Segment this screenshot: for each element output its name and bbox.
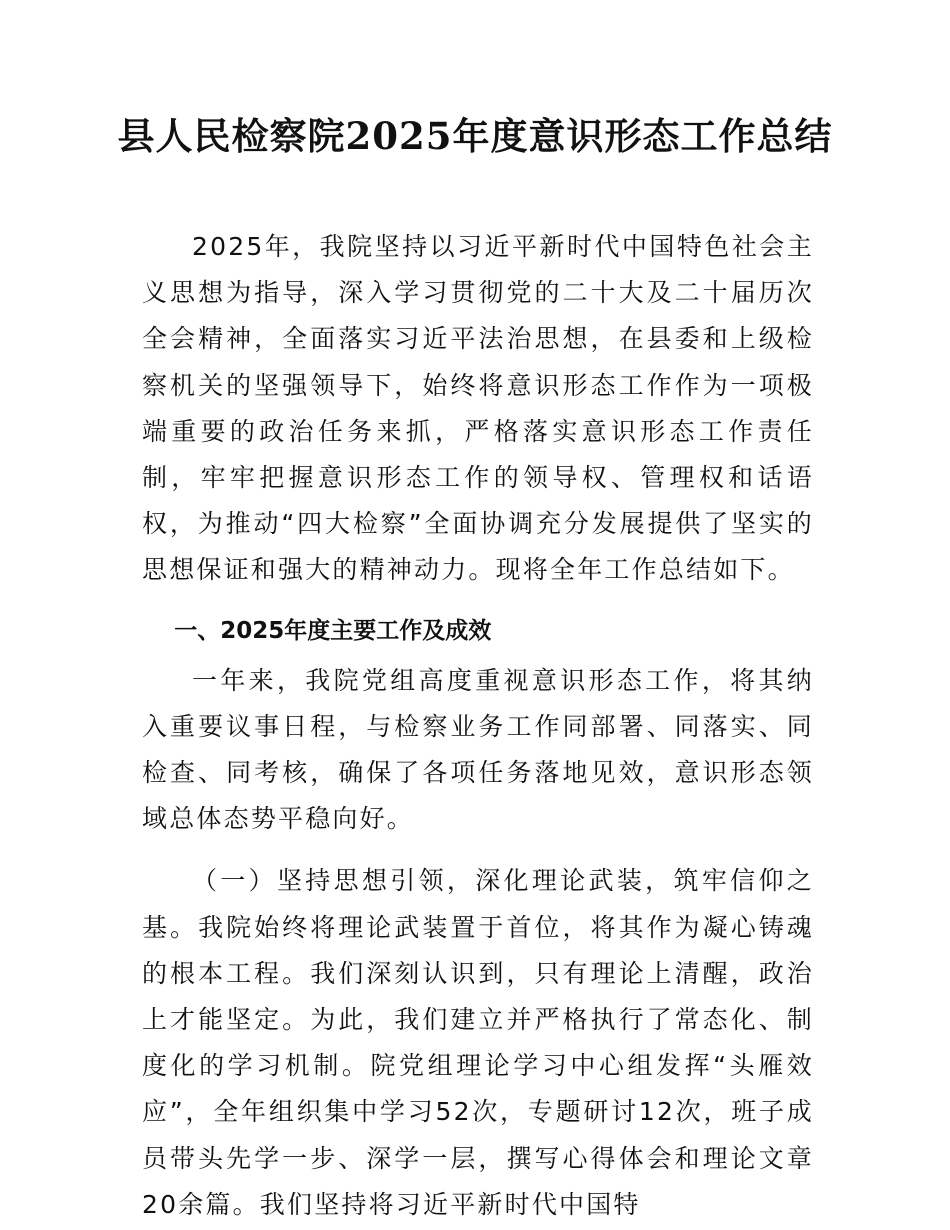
document-body — [142, 224, 814, 1228]
subsection-paragraph: （一）坚持思想引领，深化理论武装，筑牢信仰之基。我院始终将理论武装置于首位，将其作为凝心铸魂的根本工程。我们深刻认识到，只有理论上清醒，政治上才能坚定。为此，我们建立并严格执行了常态化、制度化的学习机制。院党组理论学习中心组发挥“头雁效应”，全年组织集中学习52次，专题研讨12次，班子成员带头先学一步、深学一层，撰写心得体会和理论文章20余篇。我们坚持将习近平新时代中国特 — [142, 866, 814, 1219]
section-intro-paragraph: 一年来，我院党组高度重视意识形态工作，将其纳入重要议事日程，与检察业务工作同部署、同落实、同检查、同考核，确保了各项任务落地见效，意识形态领域总体态势平稳向好。 — [142, 665, 814, 834]
section-heading: 一、2025年度主要工作及成效 — [174, 617, 492, 644]
intro-paragraph: 2025年，我院坚持以习近平新时代中国特色社会主义思想为指导，深入学习贯彻党的二十大及二十届历次全会精神，全面落实习近平法治思想，在县委和上级检察机关的坚强领导下，始终将意识形态工作作为一项极端重要的政治任务来抓，严格落实意识形态工作责任制，牢牢把握意识形态工作的领导权、管理权和话语权，为推动“四大检察”全面协调充分发展提供了坚实的思想保证和强大的精神动力。现将全年工作总结如下。 — [142, 232, 814, 585]
document-title: 县人民检察院2025年度意识形态工作总结 — [117, 114, 833, 158]
